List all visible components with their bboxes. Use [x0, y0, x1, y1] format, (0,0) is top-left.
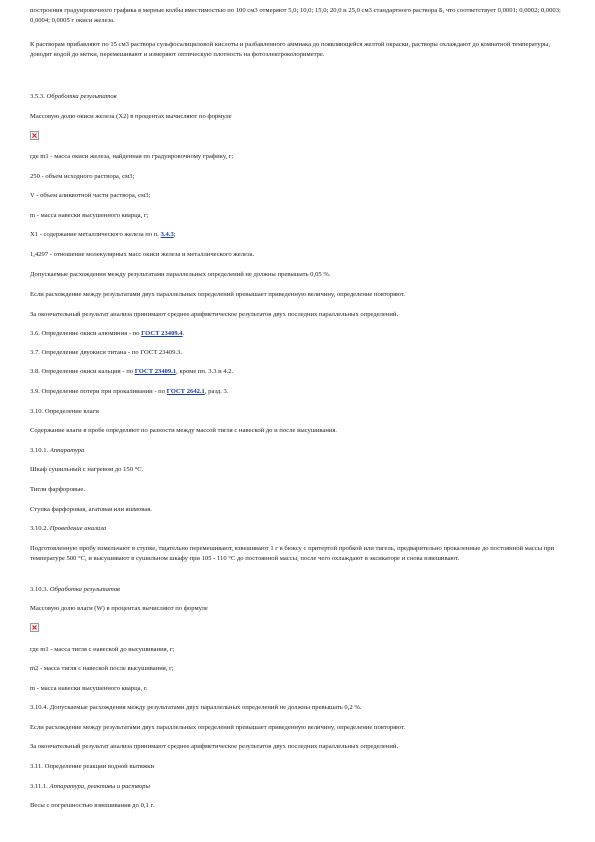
variable-m: m - масса навески высушенного кварца, г;	[30, 212, 149, 219]
equipment-mortar: Ступка фарфоровая, агатовая или яшмовая.	[30, 506, 152, 513]
item-3-10-4: 3.10.4. Допускаемые расхождения между результатами двух параллельных определений не должны превышать 0,2 %.	[30, 704, 362, 711]
variable-m-sample: m - масса навески высушенного кварца, г.	[30, 685, 148, 692]
item-text: 3.6. Определение окиси алюминия - по	[30, 330, 140, 337]
link-gost-23409-4[interactable]: ГОСТ 23409.4	[141, 330, 183, 337]
paragraph-calibration: построения градуировочного графика в мерные колбы вместимостью по 100 см3 отмеряют 5,0; 10,0; 15,0; 20,0 и 25,0 см3 стандартного раствора Б, что соответствует 0,0001; 0,0002; 0,0003; 0,0004; 0,0005 г окиси железа.	[30, 7, 561, 25]
section-title: Обработка результатов	[46, 93, 117, 100]
equipment-scales: Весы с погрешностью взвешивания до 0,1 г.	[30, 802, 155, 809]
broken-image-icon	[31, 624, 38, 631]
punctuation: .	[182, 330, 185, 337]
variable-ratio: 1,4297 - отношение молекулярных масс окиси железа и металлического железа.	[30, 251, 255, 258]
section-number: 3.10.3.	[30, 586, 49, 593]
paragraph-reagents: К растворам прибавляют по 15 см3 раствора сульфосалициловой кислоты и разбавленного аммиака до появляющейся желтой окраски, растворы охлаждают до комнатной температуры, доводят водой до метки, перемешивают и измеряют оптическую плотность на фотоэлектроколориметре.	[30, 41, 550, 59]
heading-3-10-1	[30, 446, 570, 456]
equipment-oven: Шкаф сушильный с нагревом до 150 °С.	[30, 466, 144, 473]
section-number: 3.10.2.	[30, 525, 49, 532]
item-3-9	[30, 387, 570, 397]
variable-m1-crucible: где m1 - масса тигля с навеской до высушивания, г;	[30, 646, 175, 653]
paragraph-final-result: За окончательный результат анализа принимают среднее арифметическое результатов двух последних параллельных определений.	[30, 311, 399, 318]
paragraph-repeat-2: Если расхождение между результатами двух параллельных определений превышает приведенную величину, определение повторяют.	[30, 724, 406, 731]
heading-3-11: 3.11. Определение реакции водной вытяжки	[30, 763, 155, 770]
equipment-crucibles: Тигли фарфоровые.	[30, 486, 86, 493]
link-gost-2642-1[interactable]: ГОСТ 2642.1	[166, 388, 205, 395]
heading-3-10: 3.10. Определение влаги	[30, 408, 99, 415]
link-section-3-4-3[interactable]: 3.4.3	[160, 231, 174, 238]
heading-3-10-3	[30, 585, 570, 595]
item-suffix: , разд. 3.	[204, 388, 229, 395]
section-title: Аппаратура	[49, 447, 85, 454]
link-gost-23409-1[interactable]: ГОСТ 23409.1	[134, 368, 177, 375]
paragraph-repeat: Если расхождение между результатами двух параллельных определений превышает приведенную величину, определение повторяют.	[30, 291, 406, 298]
section-number: 3.10.1.	[30, 447, 49, 454]
formula-image-2	[30, 623, 39, 632]
broken-image-icon	[31, 132, 38, 139]
paragraph-procedure: Подготовленную пробу измельчают в ступке, тщательно перемешивают, взвешивают 1 г в бюксу с притертой пробкой или тигель, предварительно прокаленные до постоянной массы при температуре 500 °С, и высушивают в сушильном шкафу при 105 - 110 °С до постоянной массы, после чего охлаждают в эксикаторе и снова взвешивают.	[30, 545, 555, 563]
item-3-6	[30, 329, 570, 339]
item-text: 3.8. Определение окиси кальция - по	[30, 368, 134, 375]
section-title: Обработка результатов	[49, 586, 120, 593]
paragraph-final-result-2: За окончательный результат анализа принимают среднее арифметическое результатов двух последних параллельных определений.	[30, 743, 399, 750]
heading-3-5-3	[30, 92, 570, 102]
paragraph-formula-intro: Массовую долю окиси железа (X2) в процентах вычисляют по формуле	[30, 113, 232, 120]
item-3-7: 3.7. Определение двуокиси титана - по ГОСТ 23409.3.	[30, 349, 182, 356]
variable-x1-text: X1 - содержание металлического железа по п.	[30, 231, 159, 238]
section-title: Аппаратура, реактивы и растворы	[49, 783, 150, 790]
variable-m2-crucible: m2 - масса тигля с навеской после высушивания, г;	[30, 665, 174, 672]
punctuation: ;	[173, 231, 176, 238]
section-title: Проведение анализа	[49, 525, 107, 532]
item-text: 3.9. Определение потери при прокаливании - по	[30, 388, 166, 395]
section-number: 3.11.1.	[30, 783, 48, 790]
variable-v: V - объем аликвотной части раствора, см3;	[30, 192, 151, 199]
variable-250: 250 - объем исходного раствора, см3;	[30, 173, 135, 180]
formula-image-1	[30, 131, 39, 140]
heading-3-10-2	[30, 524, 570, 534]
section-number: 3.5.3.	[30, 93, 45, 100]
paragraph-tolerance: Допускаемые расхождения между результатами параллельных определений не должны превышать 0,05 %.	[30, 271, 331, 278]
paragraph-moisture-formula-intro: Массовую долю влаги (W) в процентах вычисляют по формуле	[30, 605, 208, 612]
variable-x1	[30, 230, 570, 240]
item-suffix: , кроме пп. 3.3 и 4.2.	[176, 368, 234, 375]
heading-3-11-1	[30, 782, 570, 792]
paragraph-moisture: Содержание влаги в пробе определяют по разности между массой тигля с навеской до и после высушивания.	[30, 427, 338, 434]
item-3-8	[30, 367, 570, 377]
variable-m1: где m1 - масса окиси железа, найденная по градуировочному графику, г;	[30, 153, 234, 160]
